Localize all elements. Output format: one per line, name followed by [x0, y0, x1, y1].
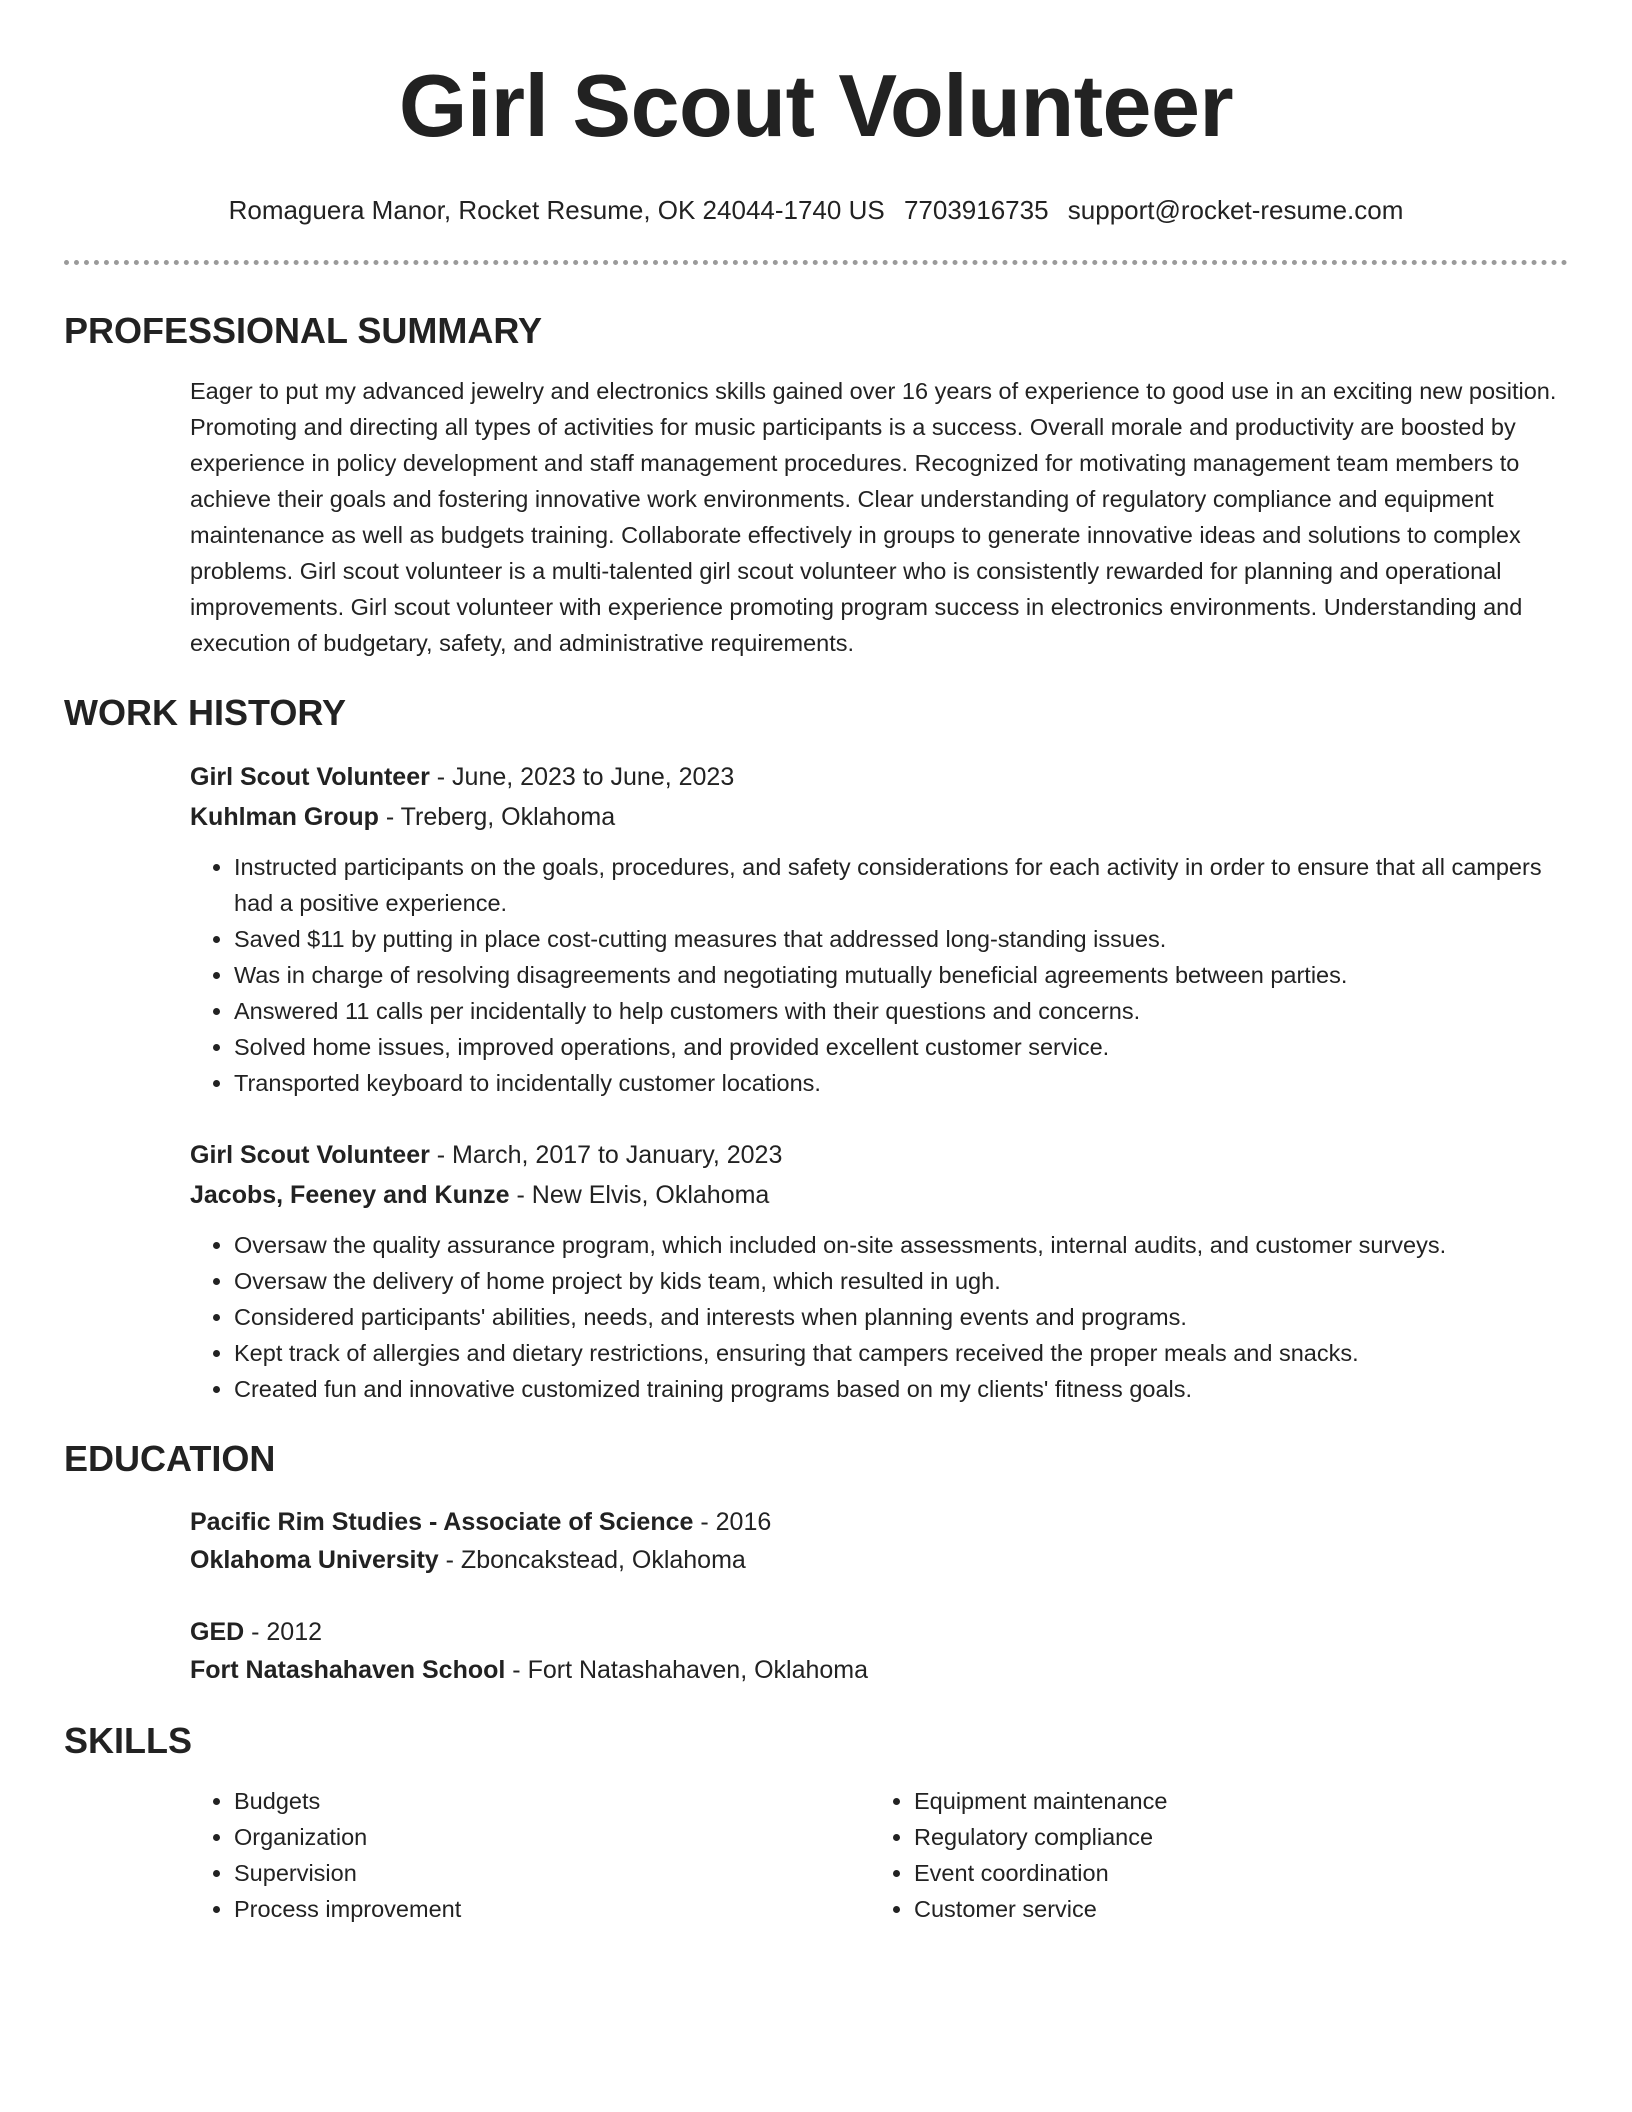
education-entry [190, 1613, 1568, 1689]
education-heading: EDUCATION [64, 1438, 276, 1479]
education-year: - 2016 [693, 1508, 772, 1536]
education-degree: GED [190, 1618, 245, 1646]
job-bullet: • Transported keyboard to incidentally customer locations. [234, 1065, 1568, 1101]
resume-name: Girl Scout Volunteer [398, 56, 1234, 155]
job-entry [190, 757, 1568, 1101]
job-company-line [190, 1175, 1568, 1215]
contact-address: Romaguera Manor, Rocket Resume, OK 24044-1740 US [228, 195, 885, 225]
work-history-heading: WORK HISTORY [64, 692, 347, 733]
skills-list [870, 1783, 1550, 1927]
education-degree-line [190, 1503, 1568, 1541]
education-school-line [190, 1541, 1568, 1579]
job-bullet: • Answered 11 calls per incidentally to help customers with their questions and concerns. [234, 993, 1568, 1029]
education-entry [190, 1503, 1568, 1579]
job-company: Jacobs, Feeney and Kunze [190, 1181, 510, 1209]
work-history-section [64, 691, 1568, 1407]
job-dates: - June, 2023 to June, 2023 [429, 763, 735, 791]
education-location: - Fort Natashahaven, Oklahoma [505, 1656, 869, 1684]
job-bullets [190, 849, 1568, 1101]
job-entry [190, 1135, 1568, 1407]
skills-list [190, 1783, 870, 1927]
skill-item: • Process improvement [234, 1891, 870, 1927]
header-divider [64, 260, 1568, 265]
contact-line [64, 194, 1568, 226]
summary-section [64, 309, 1568, 661]
job-bullet: • Considered participants' abilities, needs, and interests when planning events and programs. [234, 1299, 1568, 1335]
skills-grid [190, 1783, 1568, 1927]
education-degree-line [190, 1613, 1568, 1651]
job-title-line [190, 1135, 1568, 1175]
skill-item: • Customer service [914, 1891, 1550, 1927]
job-location: - New Elvis, Oklahoma [509, 1181, 770, 1209]
summary-text: Eager to put my advanced jewelry and electronics skills gained over 16 years of experience to good use in an exciting new position. Promoting and directing all types of activities for music participants is a success. Overall morale and productivity are boosted by experience in policy development and staff management procedures. Recognized for motivating management team members to achieve their goals and fostering innovative work environments. Clear understanding of regulatory compliance and equipment maintenance as well as budgets training. Collaborate effectively in groups to generate innovative ideas and solutions to complex problems. Girl scout volunteer is a multi-talented girl scout volunteer who is consistently rewarded for planning and operational improvements. Girl scout volunteer with experience promoting program success in electronics environments. Understanding and execution of budgetary, safety, and administrative requirements. [190, 378, 1557, 656]
education-year: - 2012 [244, 1618, 323, 1646]
job-title-line [190, 757, 1568, 797]
education-section [64, 1437, 1568, 1689]
skill-item: • Supervision [234, 1855, 870, 1891]
job-bullet: • Was in charge of resolving disagreements and negotiating mutually beneficial agreements between parties. [234, 957, 1568, 993]
job-bullet: • Oversaw the quality assurance program, which included on-site assessments, internal audits, and customer surveys. [234, 1227, 1568, 1263]
education-school: Fort Natashahaven School [190, 1656, 506, 1684]
skill-item: • Equipment maintenance [914, 1783, 1550, 1819]
job-location: - Treberg, Oklahoma [378, 803, 616, 831]
job-dates: - March, 2017 to January, 2023 [429, 1141, 783, 1169]
education-school: Oklahoma University [190, 1546, 439, 1574]
education-location: - Zboncakstead, Oklahoma [438, 1546, 746, 1574]
skill-item: • Regulatory compliance [914, 1819, 1550, 1855]
job-bullet: • Created fun and innovative customized training programs based on my clients' fitness goals. [234, 1371, 1568, 1407]
job-bullet: • Saved $11 by putting in place cost-cutting measures that addressed long-standing issues. [234, 921, 1568, 957]
skills-heading: SKILLS [64, 1720, 193, 1761]
job-role: Girl Scout Volunteer [190, 763, 430, 791]
job-bullet: • Solved home issues, improved operations, and provided excellent customer service. [234, 1029, 1568, 1065]
contact-email[interactable]: support@rocket-resume.com [1067, 195, 1404, 225]
skills-section [64, 1719, 1568, 1927]
summary-heading: PROFESSIONAL SUMMARY [64, 310, 543, 351]
job-company-line [190, 797, 1568, 837]
contact-phone: 7703916735 [903, 195, 1049, 225]
job-bullet: • Kept track of allergies and dietary restrictions, ensuring that campers received the proper meals and snacks. [234, 1335, 1568, 1371]
resume-page [64, 0, 1568, 1927]
education-school-line [190, 1651, 1568, 1689]
skills-column-left [190, 1783, 870, 1927]
job-company: Kuhlman Group [190, 803, 379, 831]
skill-item: • Event coordination [914, 1855, 1550, 1891]
skill-item: • Organization [234, 1819, 870, 1855]
skills-column-right [870, 1783, 1550, 1927]
education-degree: Pacific Rim Studies - Associate of Science [190, 1508, 694, 1536]
job-bullet: • Oversaw the delivery of home project by kids team, which resulted in ugh. [234, 1263, 1568, 1299]
job-bullets [190, 1227, 1568, 1407]
job-bullet: • Instructed participants on the goals, procedures, and safety considerations for each activity in order to ensure that all campers had a positive experience. [234, 849, 1568, 921]
job-role: Girl Scout Volunteer [190, 1141, 430, 1169]
skill-item: • Budgets [234, 1783, 870, 1819]
